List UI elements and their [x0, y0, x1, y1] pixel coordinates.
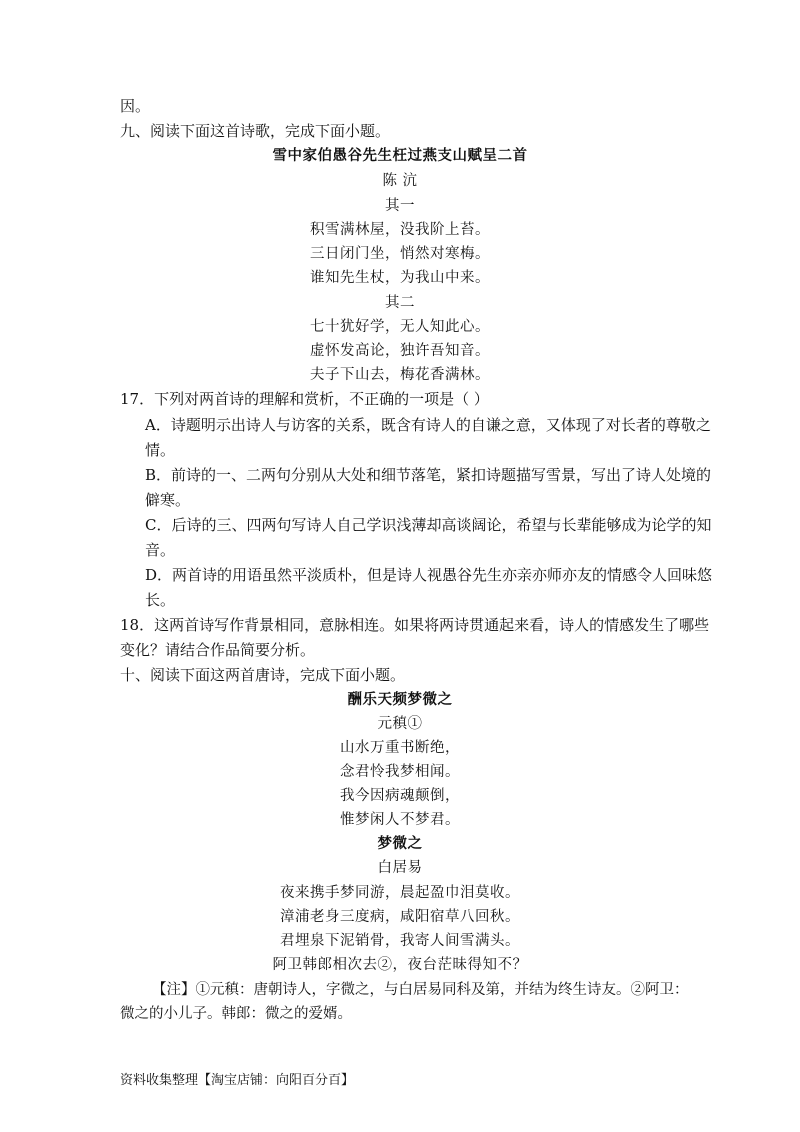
- question-18-line2: 变化？请结合作品简要分析。: [120, 641, 316, 659]
- poem-line: 念君怜我梦相闻。: [340, 764, 460, 780]
- poem1-title: 酬乐天频梦微之: [347, 691, 453, 708]
- option-c-cont: 音。: [145, 541, 176, 559]
- question-18-line1: 18．这两首诗写作背景相同，意脉相连。如果将两诗贯通起来看，诗人的情感发生了哪些: [120, 616, 710, 634]
- top-fragment: 因。: [120, 97, 151, 115]
- option-a: A．诗题明示出诗人与访客的关系，既含有诗人的自谦之意，又体现了对长者的尊敬之: [145, 416, 711, 434]
- part2-label: 其二: [385, 295, 415, 311]
- poem-author: 陈 沆: [382, 173, 418, 189]
- poem-line: 积雪满林屋，没我阶上苔。: [310, 222, 490, 238]
- poem-line: 虚怀发高论，独许吾知音。: [310, 343, 490, 359]
- question-17-stem: 17．下列对两首诗的理解和赏析，不正确的一项是（ ）: [120, 390, 489, 408]
- poem-line: 夫子下山去，梅花香满林。: [310, 367, 490, 383]
- option-d: D．两首诗的用语虽然平淡质朴，但是诗人视愚谷先生亦亲亦师亦友的情感令人回味悠: [145, 566, 713, 584]
- poem-line: 漳浦老身三度病，咸阳宿草八回秋。: [280, 909, 520, 925]
- footer-source: 资料收集整理【淘宝店铺：向阳百分百】: [120, 1073, 355, 1088]
- poem-title: 雪中家伯愚谷先生枉过燕支山赋呈二首: [272, 147, 528, 164]
- part1-label: 其一: [385, 198, 415, 214]
- option-d-cont: 长。: [145, 591, 176, 609]
- option-c: C．后诗的三、四两句写诗人自己学识浅薄却高谈阔论，希望与长辈能够成为论学的知: [145, 516, 712, 534]
- option-b-cont: 僻寒。: [145, 491, 191, 509]
- option-a-cont: 情。: [145, 441, 176, 459]
- poem-line: 谁知先生杖，为我山中来。: [310, 270, 490, 286]
- poem-line: 阿卫韩郎相次去②，夜台茫昧得知不？: [272, 957, 528, 973]
- annotation-line1: 【注】①元稹：唐朝诗人，字微之，与白居易同科及第，并结为终生诗友。②阿卫：: [152, 982, 689, 998]
- poem-line: 惟梦闲人不梦君。: [340, 812, 460, 828]
- poem2-title: 梦微之: [377, 835, 423, 852]
- option-b: B．前诗的一、二两句分别从大处和细节落笔，紧扣诗题描写雪景，写出了诗人处境的: [145, 466, 712, 484]
- poem-line: 三日闭门坐，悄然对寒梅。: [310, 246, 490, 262]
- poem-line: 我今因病魂颠倒，: [340, 788, 460, 804]
- poem-line: 山水万重书断绝，: [340, 740, 460, 756]
- poem-line: 七十犹好学，无人知此心。: [310, 319, 490, 335]
- annotation-line2: 微之的小儿子。韩郎：微之的爱婿。: [120, 1006, 352, 1022]
- poem-line: 君埋泉下泥销骨，我寄人间雪满头。: [280, 933, 520, 949]
- poem-line: 夜来携手梦同游，晨起盈巾泪莫收。: [280, 885, 520, 901]
- poem1-author: 元稹①: [377, 716, 423, 732]
- section10-heading: 十、阅读下面这两首唐诗，完成下面小题。: [120, 666, 406, 684]
- poem2-author: 白居易: [377, 860, 423, 876]
- section9-heading: 九、阅读下面这首诗歌，完成下面小题。: [120, 122, 391, 140]
